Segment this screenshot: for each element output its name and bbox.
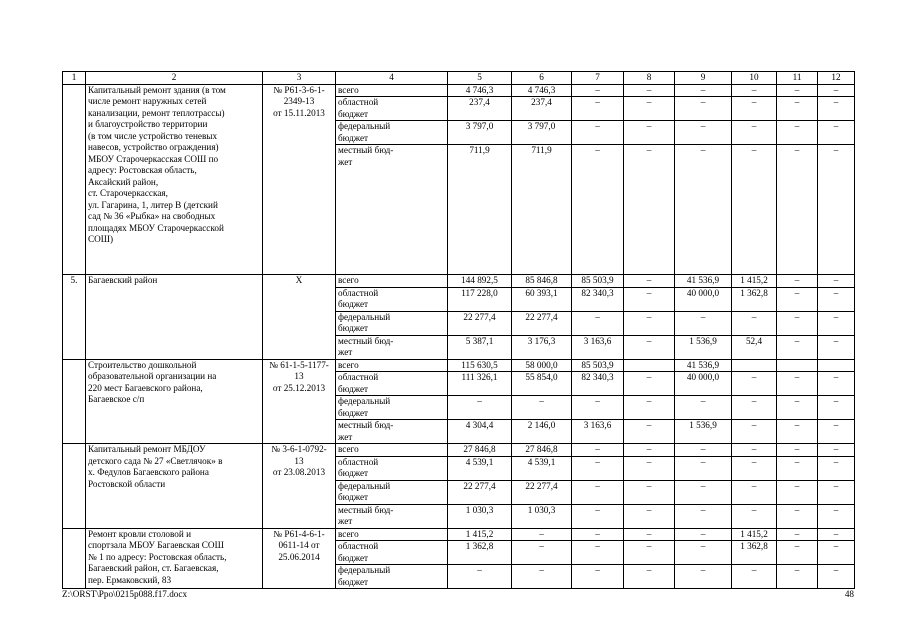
funding-source: всего — [336, 528, 448, 541]
column-number-row — [63, 72, 855, 85]
amount-cell: – — [512, 396, 572, 420]
document-page — [62, 71, 854, 589]
amount-cell: 60 393,1 — [512, 287, 572, 311]
amount-cell: – — [732, 97, 777, 121]
amount-cell: – — [572, 145, 624, 275]
amount-cell: 111 326,1 — [448, 372, 512, 396]
funding-source: федеральный бюджет — [336, 121, 448, 145]
amount-cell: – — [777, 396, 818, 420]
amount-cell: – — [624, 456, 675, 480]
amount-cell: – — [818, 444, 855, 457]
amount-cell — [732, 359, 777, 372]
amount-cell: 3 797,0 — [512, 121, 572, 145]
amount-cell: – — [624, 275, 675, 288]
amount-cell: 40 000,0 — [675, 372, 732, 396]
amount-cell: 55 854,0 — [512, 372, 572, 396]
amount-cell: 1 415,2 — [732, 528, 777, 541]
amount-cell: 1 536,9 — [675, 420, 732, 444]
col-header: 10 — [732, 72, 777, 85]
amount-cell: – — [777, 275, 818, 288]
amount-cell: 41 536,9 — [675, 359, 732, 372]
amount-cell: 22 277,4 — [512, 480, 572, 504]
document-ref: № Р61-3-6-1- 2349-13 от 15.11.2013 — [263, 84, 336, 275]
col-header: 2 — [86, 72, 263, 85]
amount-cell: – — [624, 84, 675, 97]
funding-source: областной бюджет — [336, 456, 448, 480]
amount-cell: – — [624, 565, 675, 589]
amount-cell: – — [732, 145, 777, 275]
amount-cell: – — [777, 444, 818, 457]
amount-cell: – — [675, 311, 732, 335]
amount-cell: – — [675, 396, 732, 420]
amount-cell: – — [624, 504, 675, 528]
amount-cell: 144 892,5 — [448, 275, 512, 288]
amount-cell — [777, 359, 818, 372]
amount-cell: 3 176,3 — [512, 335, 572, 359]
amount-cell: 4 539,1 — [448, 456, 512, 480]
amount-cell: – — [512, 565, 572, 589]
amount-cell: – — [624, 145, 675, 275]
col-header: 9 — [675, 72, 732, 85]
amount-cell: 1 030,3 — [448, 504, 512, 528]
col-header: 6 — [512, 72, 572, 85]
funding-source: всего — [336, 275, 448, 288]
amount-cell: – — [818, 84, 855, 97]
col-header: 12 — [818, 72, 855, 85]
amount-cell: – — [818, 275, 855, 288]
amount-cell: 3 163,6 — [572, 335, 624, 359]
amount-cell: – — [818, 97, 855, 121]
amount-cell: – — [818, 145, 855, 275]
amount-cell: 85 503,9 — [572, 275, 624, 288]
table-body — [63, 72, 855, 589]
funding-source: федеральный бюджет — [336, 311, 448, 335]
object-name: Багаевский район — [86, 275, 263, 360]
amount-cell — [624, 359, 675, 372]
amount-cell: 1 362,8 — [732, 541, 777, 565]
document-ref: Х — [263, 275, 336, 360]
amount-cell: – — [512, 528, 572, 541]
budget-table — [62, 71, 855, 589]
amount-cell: – — [448, 565, 512, 589]
funding-source: всего — [336, 84, 448, 97]
amount-cell: – — [572, 541, 624, 565]
amount-cell: – — [732, 565, 777, 589]
amount-cell: – — [675, 84, 732, 97]
amount-cell: – — [675, 565, 732, 589]
amount-cell: 237,4 — [512, 97, 572, 121]
amount-cell: – — [777, 504, 818, 528]
amount-cell: – — [818, 565, 855, 589]
amount-cell: 2 146,0 — [512, 420, 572, 444]
row-number — [63, 528, 86, 589]
amount-cell: 4 746,3 — [448, 84, 512, 97]
amount-cell: 3 163,6 — [572, 420, 624, 444]
amount-cell: – — [512, 541, 572, 565]
amount-cell: – — [624, 311, 675, 335]
amount-cell: – — [818, 396, 855, 420]
amount-cell: – — [624, 444, 675, 457]
funding-source: всего — [336, 359, 448, 372]
amount-cell: – — [572, 84, 624, 97]
amount-cell: 40 000,0 — [675, 287, 732, 311]
amount-cell: 1 362,8 — [732, 287, 777, 311]
amount-cell: – — [777, 541, 818, 565]
document-ref: № 61-1-5-1177- 13 от 25.12.2013 — [263, 359, 336, 444]
amount-cell: – — [777, 456, 818, 480]
table-row — [63, 528, 855, 541]
amount-cell: – — [624, 528, 675, 541]
amount-cell: – — [675, 504, 732, 528]
amount-cell: – — [624, 97, 675, 121]
funding-source: областной бюджет — [336, 541, 448, 565]
row-number: 5. — [63, 275, 86, 360]
row-number — [63, 359, 86, 444]
amount-cell: – — [572, 480, 624, 504]
funding-source: местный бюд- жет — [336, 504, 448, 528]
amount-cell: 5 387,1 — [448, 335, 512, 359]
object-name: Строительство дошкольной образовательной организации на 220 мест Багаевского района, Багаевское с/п — [86, 359, 263, 444]
amount-cell: 27 846,8 — [448, 444, 512, 457]
amount-cell: – — [732, 121, 777, 145]
funding-source: федеральный бюджет — [336, 396, 448, 420]
amount-cell: – — [732, 444, 777, 457]
row-number — [63, 444, 86, 529]
amount-cell: – — [732, 420, 777, 444]
amount-cell: – — [777, 311, 818, 335]
amount-cell: 115 630,5 — [448, 359, 512, 372]
table-row — [63, 359, 855, 372]
funding-source: местный бюд- жет — [336, 420, 448, 444]
amount-cell: – — [624, 541, 675, 565]
amount-cell: 3 797,0 — [448, 121, 512, 145]
amount-cell: 82 340,3 — [572, 372, 624, 396]
object-name: Ремонт кровли столовой и спортзала МБОУ Багаевская СОШ № 1 по адресу: Ростовская область, Багаевский район, ст. Багаевская, пер. Ермаковский, 83 — [86, 528, 263, 589]
amount-cell: – — [777, 420, 818, 444]
amount-cell: – — [732, 311, 777, 335]
amount-cell: – — [818, 372, 855, 396]
amount-cell: 1 362,8 — [448, 541, 512, 565]
object-name: Капитальный ремонт МБДОУ детского сада № 27 «Светлячок» в х. Федулов Багаевского района Ростовской области — [86, 444, 263, 529]
amount-cell: 1 415,2 — [732, 275, 777, 288]
col-header: 8 — [624, 72, 675, 85]
amount-cell: – — [818, 287, 855, 311]
amount-cell: – — [624, 396, 675, 420]
amount-cell: – — [818, 121, 855, 145]
amount-cell: 4 746,3 — [512, 84, 572, 97]
amount-cell: – — [675, 456, 732, 480]
funding-source: местный бюд- жет — [336, 335, 448, 359]
row-number — [63, 84, 86, 275]
amount-cell: – — [818, 504, 855, 528]
amount-cell: – — [818, 335, 855, 359]
amount-cell: – — [675, 444, 732, 457]
amount-cell: – — [448, 396, 512, 420]
amount-cell: – — [777, 565, 818, 589]
page-number: 48 — [844, 589, 854, 599]
col-header: 4 — [336, 72, 448, 85]
funding-source: федеральный бюджет — [336, 480, 448, 504]
amount-cell: 711,9 — [512, 145, 572, 275]
amount-cell: 4 539,1 — [512, 456, 572, 480]
amount-cell: – — [624, 335, 675, 359]
amount-cell: – — [732, 396, 777, 420]
amount-cell: 58 000,0 — [512, 359, 572, 372]
col-header: 11 — [777, 72, 818, 85]
amount-cell: 82 340,3 — [572, 287, 624, 311]
table-row — [63, 275, 855, 288]
col-header: 3 — [263, 72, 336, 85]
amount-cell: – — [624, 121, 675, 145]
amount-cell: – — [675, 121, 732, 145]
amount-cell: – — [777, 335, 818, 359]
amount-cell: 4 304,4 — [448, 420, 512, 444]
amount-cell: – — [777, 372, 818, 396]
amount-cell: – — [624, 287, 675, 311]
amount-cell: – — [572, 456, 624, 480]
amount-cell: – — [732, 504, 777, 528]
col-header: 7 — [572, 72, 624, 85]
amount-cell: – — [572, 504, 624, 528]
object-name: Капитальный ремонт здания (в том числе ремонт наружных сетей канализации, ремонт теплотрассы) и благоустройство территории (в том числе устройство теневых навесов, устройство ограждения) МБОУ Старочеркасская СОШ по адресу: Ростовская область, Аксайский район, ст. Старочеркасская, ул. Гагарина, 1, литер В (детский сад № 36 «Рыбка» на свободных площадях МБОУ Старочеркасской СОШ) — [86, 84, 263, 275]
amount-cell: – — [675, 97, 732, 121]
amount-cell: – — [818, 311, 855, 335]
amount-cell: – — [732, 372, 777, 396]
amount-cell: 41 536,9 — [675, 275, 732, 288]
amount-cell: – — [675, 528, 732, 541]
amount-cell: 1 536,9 — [675, 335, 732, 359]
amount-cell: – — [777, 121, 818, 145]
amount-cell: 1 030,3 — [512, 504, 572, 528]
amount-cell: – — [572, 97, 624, 121]
amount-cell: 117 228,0 — [448, 287, 512, 311]
col-header: 5 — [448, 72, 512, 85]
amount-cell: – — [675, 541, 732, 565]
amount-cell: – — [675, 145, 732, 275]
amount-cell: – — [777, 287, 818, 311]
amount-cell: – — [572, 565, 624, 589]
amount-cell: – — [572, 528, 624, 541]
amount-cell: 85 846,8 — [512, 275, 572, 288]
amount-cell: – — [818, 480, 855, 504]
amount-cell: 237,4 — [448, 97, 512, 121]
col-header: 1 — [63, 72, 86, 85]
amount-cell: – — [572, 121, 624, 145]
amount-cell: – — [572, 311, 624, 335]
amount-cell: – — [777, 145, 818, 275]
amount-cell: – — [777, 528, 818, 541]
amount-cell: 85 503,9 — [572, 359, 624, 372]
amount-cell: 22 277,4 — [448, 480, 512, 504]
amount-cell: – — [624, 420, 675, 444]
amount-cell: – — [777, 84, 818, 97]
amount-cell — [818, 359, 855, 372]
funding-source: федеральный бюджет — [336, 565, 448, 589]
funding-source: всего — [336, 444, 448, 457]
amount-cell: – — [818, 541, 855, 565]
amount-cell: – — [777, 480, 818, 504]
table-row — [63, 444, 855, 457]
amount-cell: – — [818, 420, 855, 444]
amount-cell: 52,4 — [732, 335, 777, 359]
table-row — [63, 84, 855, 97]
file-path: Z:\ORST\Ppo\0215p088.f17.docx — [62, 589, 188, 599]
funding-source: местный бюд- жет — [336, 145, 448, 275]
amount-cell: – — [572, 396, 624, 420]
amount-cell: – — [675, 480, 732, 504]
amount-cell: 22 277,4 — [512, 311, 572, 335]
amount-cell: 1 415,2 — [448, 528, 512, 541]
document-ref: № 3-6-1-0792- 13 от 23.08.2013 — [263, 444, 336, 529]
amount-cell: – — [624, 372, 675, 396]
amount-cell: – — [818, 456, 855, 480]
amount-cell: – — [572, 444, 624, 457]
amount-cell: – — [732, 84, 777, 97]
amount-cell: 711,9 — [448, 145, 512, 275]
amount-cell: – — [732, 480, 777, 504]
amount-cell: – — [777, 97, 818, 121]
amount-cell: – — [818, 528, 855, 541]
amount-cell: – — [732, 456, 777, 480]
funding-source: областной бюджет — [336, 287, 448, 311]
funding-source: областной бюджет — [336, 97, 448, 121]
amount-cell: 22 277,4 — [448, 311, 512, 335]
amount-cell: – — [624, 480, 675, 504]
funding-source: областной бюджет — [336, 372, 448, 396]
document-ref: № Р61-4-6-1- 0611-14 от 25.06.2014 — [263, 528, 336, 589]
amount-cell: 27 846,8 — [512, 444, 572, 457]
